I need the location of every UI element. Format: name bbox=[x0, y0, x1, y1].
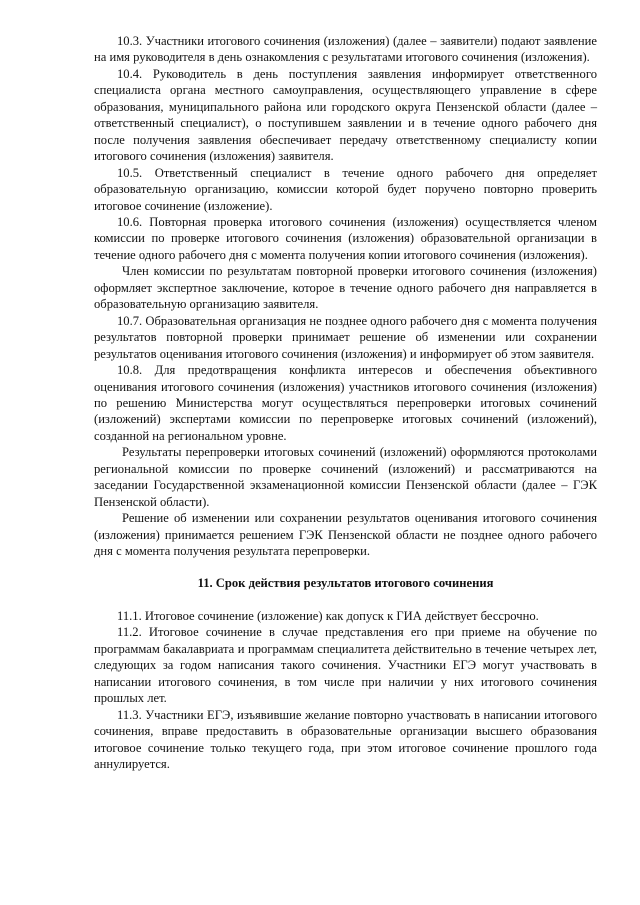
section-11-title: 11. Срок действия результатов итогового сочинения bbox=[197, 575, 494, 590]
paragraph-10-7: 10.7. Образовательная организация не позднее одного рабочего дня с момента получения результатов повторной проверки принимает решение об изменении или сохранении результатов оценивания итогового сочинения (изложения) и информирует об этом заявителя. bbox=[94, 313, 597, 361]
paragraph-10-8: 10.8. Для предотвращения конфликта интересов и обеспечения объективного оценивания итогового сочинения (изложения) участников итогового сочинения (изложения) по решению Министерства могут осуществляться перепроверки итоговых сочинений (изложений) экспертами комиссии по перепроверке итоговых сочинений (изложений), созданной на региональном уровне. bbox=[94, 363, 597, 443]
paragraph-11-3: 11.3. Участники ЕГЭ, изъявившие желание повторно участвовать в написании итогового сочинения, вправе предоставить в образовательные организации высшего образования итоговое сочинение только текущего года, при этом итоговое сочинение прошлого года аннулируется. bbox=[94, 707, 597, 772]
paragraph-10-4: 10.4. Руководитель в день поступления заявления информирует ответственного специалиста органа местного самоуправления, осуществляющего управление в сфере образования, муниципального района или городского округа Пензенской области (далее – ответственный специалист), о поступившем заявлении и в течение одного рабочего дня после получения заявления обеспечивает передачу ответственному специалисту копии итогового сочинения (изложения) заявителя. bbox=[94, 66, 597, 164]
paragraph-10-6: 10.6. Повторная проверка итогового сочинения (изложения) осуществляется членом комиссии по проверке итогового сочинения (изложения) образовательной организации в течение одного рабочего дня с момента получения копии итогового сочинения (изложения). bbox=[94, 214, 597, 262]
paragraph-11-2: 11.2. Итоговое сочинение в случае представления его при приеме на обучение по программам бакалавриата и программам специалитета действительно в течение четырех лет, следующих за годом написания такого сочинения. Участники ЕГЭ могут участвовать в написании итогового сочинения, в том числе при наличии у них итогового сочинения прошлых лет. bbox=[94, 625, 597, 706]
paragraph-11-1: 11.1. Итоговое сочинение (изложение) как допуск к ГИА действует бессрочно. bbox=[117, 608, 539, 623]
paragraph-10-6-member: Член комиссии по результатам повторной проверки итогового сочинения (изложения) оформляет экспертное заключение, которое в течение одного рабочего дня направляется в образовательную организацию заявителя. bbox=[94, 264, 597, 312]
document-page bbox=[94, 33, 597, 772]
paragraph-10-3: 10.3. Участники итогового сочинения (изложения) (далее – заявители) подают заявление на имя руководителя в день ознакомления с результатами итогового сочинения (изложения). bbox=[94, 34, 597, 65]
paragraph-10-8-results: Результаты перепроверки итоговых сочинений (изложений) оформляются протоколами региональной комиссии по проверке сочинений (изложений) и рассматриваются на заседании Государственной экзаменационной комиссии Пензенской области (далее – ГЭК Пензенской области). bbox=[94, 445, 597, 509]
paragraph-10-8-decision: Решение об изменении или сохранении результатов оценивания итогового сочинения (изложения) принимается решением ГЭК Пензенской области не позднее одного рабочего дня с момента получения результата перепроверки. bbox=[94, 511, 597, 559]
paragraph-10-5: 10.5. Ответственный специалист в течение одного рабочего дня определяет образовательную организацию, комиссии которой будет поручено повторно проверить итоговое сочинение (изложение). bbox=[94, 165, 597, 213]
